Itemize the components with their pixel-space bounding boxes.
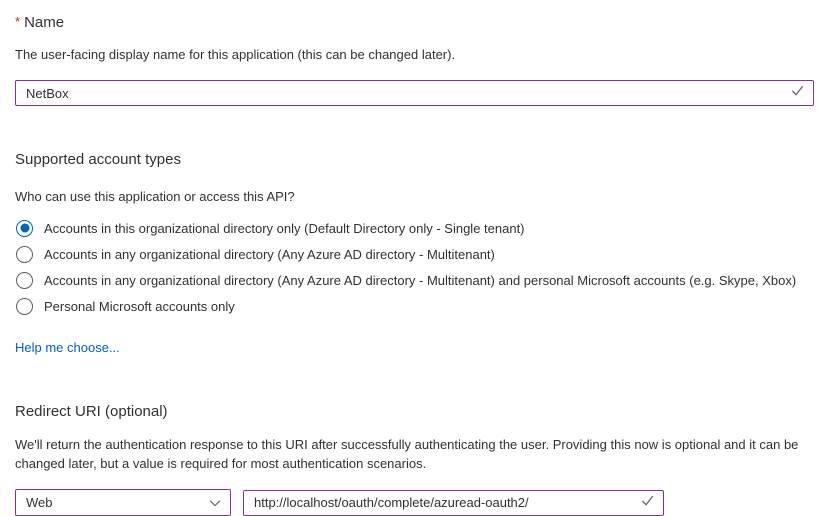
required-asterisk: * xyxy=(15,14,21,29)
name-input[interactable] xyxy=(15,80,814,106)
redirect-uri-title: Redirect URI (optional) xyxy=(15,403,168,420)
radio-button[interactable] xyxy=(16,298,33,315)
chevron-down-icon xyxy=(208,496,222,510)
radio-button[interactable] xyxy=(16,272,33,289)
account-types-question: Who can use this application or access this API? xyxy=(15,189,295,204)
platform-select[interactable] xyxy=(15,489,231,516)
radio-option-single-tenant[interactable] xyxy=(15,215,814,241)
radio-button[interactable] xyxy=(16,246,33,263)
name-section xyxy=(15,12,814,106)
radio-option-multitenant-personal[interactable] xyxy=(15,267,814,293)
redirect-uri-controls xyxy=(15,489,814,516)
redirect-uri-description: We'll return the authentication response to this URI after successfully authenticating the user. Providing this now is optional and it can be changed later, but a value is required for most authentication scenarios. xyxy=(15,437,799,471)
radio-option-label: Accounts in this organizational directory only (Default Directory only - Single tenant) xyxy=(44,220,525,236)
radio-option-personal-only[interactable] xyxy=(15,293,814,319)
radio-button-selected[interactable] xyxy=(16,220,33,237)
account-types-radio-group xyxy=(15,215,814,319)
radio-option-label: Accounts in any organizational directory (Any Azure AD directory - Multitenant) and personal Microsoft accounts (e.g. Skype, Xbox) xyxy=(44,272,797,288)
radio-option-multitenant[interactable] xyxy=(15,241,814,267)
redirect-uri-input-wrap xyxy=(243,490,664,516)
name-title-text: Name xyxy=(24,14,65,31)
account-types-title: Supported account types xyxy=(15,151,181,168)
help-me-choose-link[interactable]: Help me choose... xyxy=(15,340,120,355)
redirect-uri-section xyxy=(15,402,814,516)
name-description: The user-facing display name for this application (this can be changed later). xyxy=(15,47,456,62)
radio-option-label: Personal Microsoft accounts only xyxy=(44,298,235,314)
account-types-section xyxy=(15,150,814,357)
name-section-title xyxy=(15,12,814,33)
redirect-uri-input[interactable] xyxy=(243,490,664,516)
radio-option-label: Accounts in any organizational directory (Any Azure AD directory - Multitenant) xyxy=(44,246,495,262)
name-input-wrap xyxy=(15,80,814,106)
platform-select-value: Web xyxy=(26,495,53,510)
